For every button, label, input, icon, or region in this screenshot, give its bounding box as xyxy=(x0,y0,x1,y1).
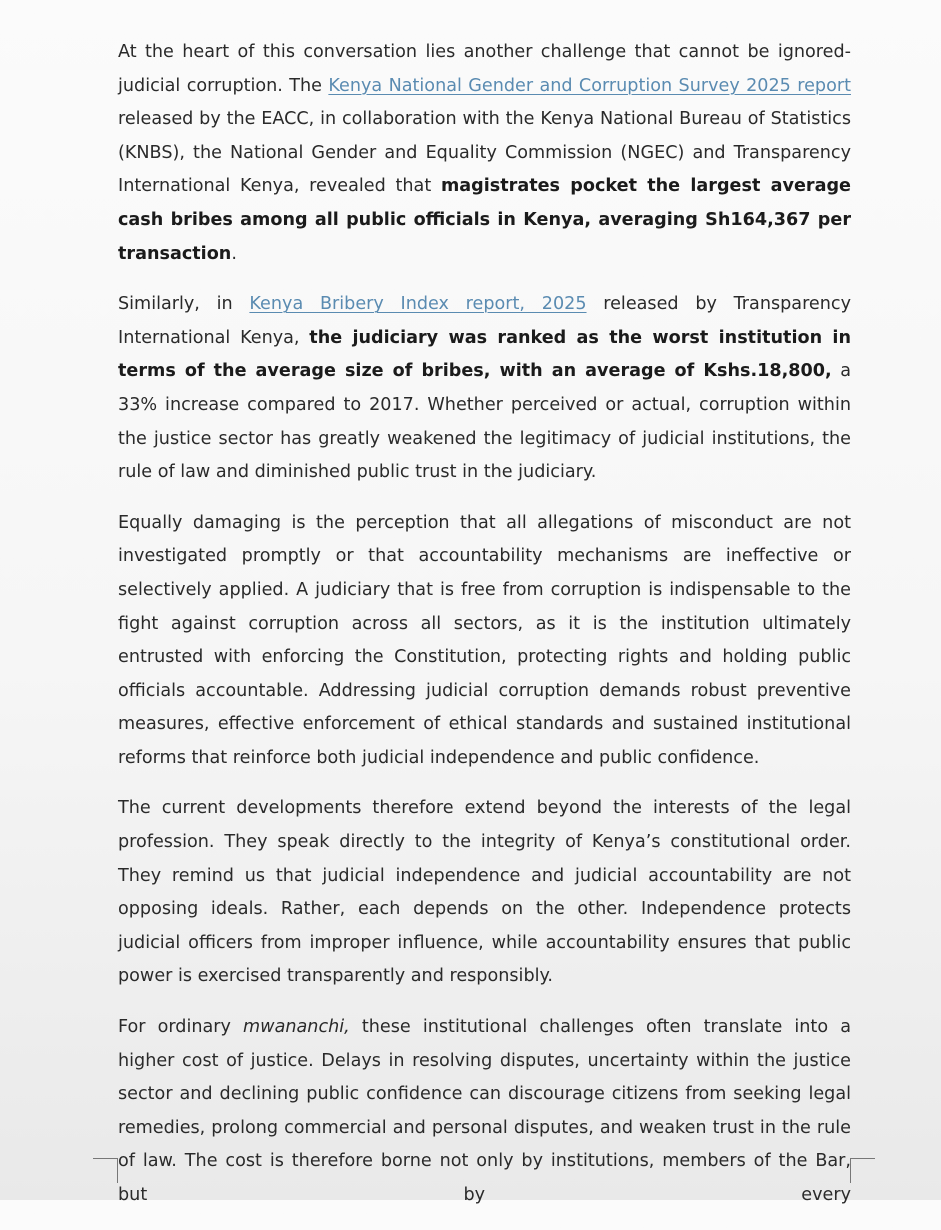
paragraph-perception xyxy=(118,507,851,776)
paragraph-text: released by the EACC, in collaboration with the Kenya National Bureau of Statistics (KNBS), the National Gender and Equality Commission (NGEC) and Transparency International Kenya, revealed that xyxy=(118,109,851,197)
paragraph-text: The current developments therefore extend beyond the interests of the legal profession. They speak directly to the integrity of Kenya’s constitutional order. They remind us that judicial independence and judicial accountability are not opposing ideals. Rather, each depends on the other. Independence protects judicial officers from improper influence, while accountability ensures that public power is exercised transparently and responsibly. xyxy=(118,798,851,987)
paragraph-mwananchi xyxy=(118,1011,851,1213)
page-corner-mark-right xyxy=(850,1158,875,1183)
paragraph-text: released by Transparency International Kenya, xyxy=(118,294,851,348)
paragraph-text: At the heart of this conversation lies another challenge that cannot be ignored-judicial corruption. The xyxy=(118,42,851,96)
document-page xyxy=(118,36,851,1230)
paragraph-text: . xyxy=(231,243,237,264)
paragraph-text: Similarly, in xyxy=(118,294,250,315)
page-corner-mark-left xyxy=(93,1158,118,1183)
bold-highlight: the judiciary was ranked as the worst institution in terms of the average size of bribes, with an average of Kshs.18,800, xyxy=(118,327,851,382)
paragraph-text: Equally damaging is the perception that all allegations of misconduct are not investigated promptly or that accountability mechanisms are ineffective or selectively applied. A judiciary that is free from corruption is indispensable to the fight against corruption across all sectors, as it is the institution ultimately entrusted with enforcing the Constitution, protecting rights and holding public officials accountable. Addressing judicial corruption demands robust preventive measures, effective enforcement of ethical standards and sustained institutional reforms that reinforce both judicial independence and public confidence. xyxy=(118,512,851,768)
paragraph-bribery-index xyxy=(118,288,851,490)
paragraph-text: these institutional challenges often translate into a higher cost of justice. Delays in resolving disputes, uncertainty within the justice sector and declining public confidence can discourage citizens from seeking legal remedies, prolong commercial and personal disputes, and weaken trust in the rule of law. The cost is therefore borne not only by institutions, members of the Bar, but by every xyxy=(118,1017,851,1205)
bribery-index-report-link[interactable]: Kenya Bribery Index report, 2025 xyxy=(249,294,587,315)
paragraph-text: For ordinary xyxy=(118,1017,244,1038)
paragraph-judicial-corruption xyxy=(118,36,851,271)
gender-corruption-survey-link[interactable]: Kenya National Gender and Corruption Survey 2025 report xyxy=(328,75,851,96)
italic-term: mwananchi, xyxy=(243,1017,350,1038)
paragraph-text: a 33% increase compared to 2017. Whether perceived or actual, corruption within the justice sector has greatly weakened the legitimacy of judicial institutions, the rule of law and diminished public trust in the judiciary. xyxy=(118,361,851,483)
bold-highlight: magistrates pocket the largest average cash bribes among all public officials in Kenya, averaging Sh164,367 per transaction xyxy=(118,176,851,264)
paragraph-current-developments xyxy=(118,792,851,994)
